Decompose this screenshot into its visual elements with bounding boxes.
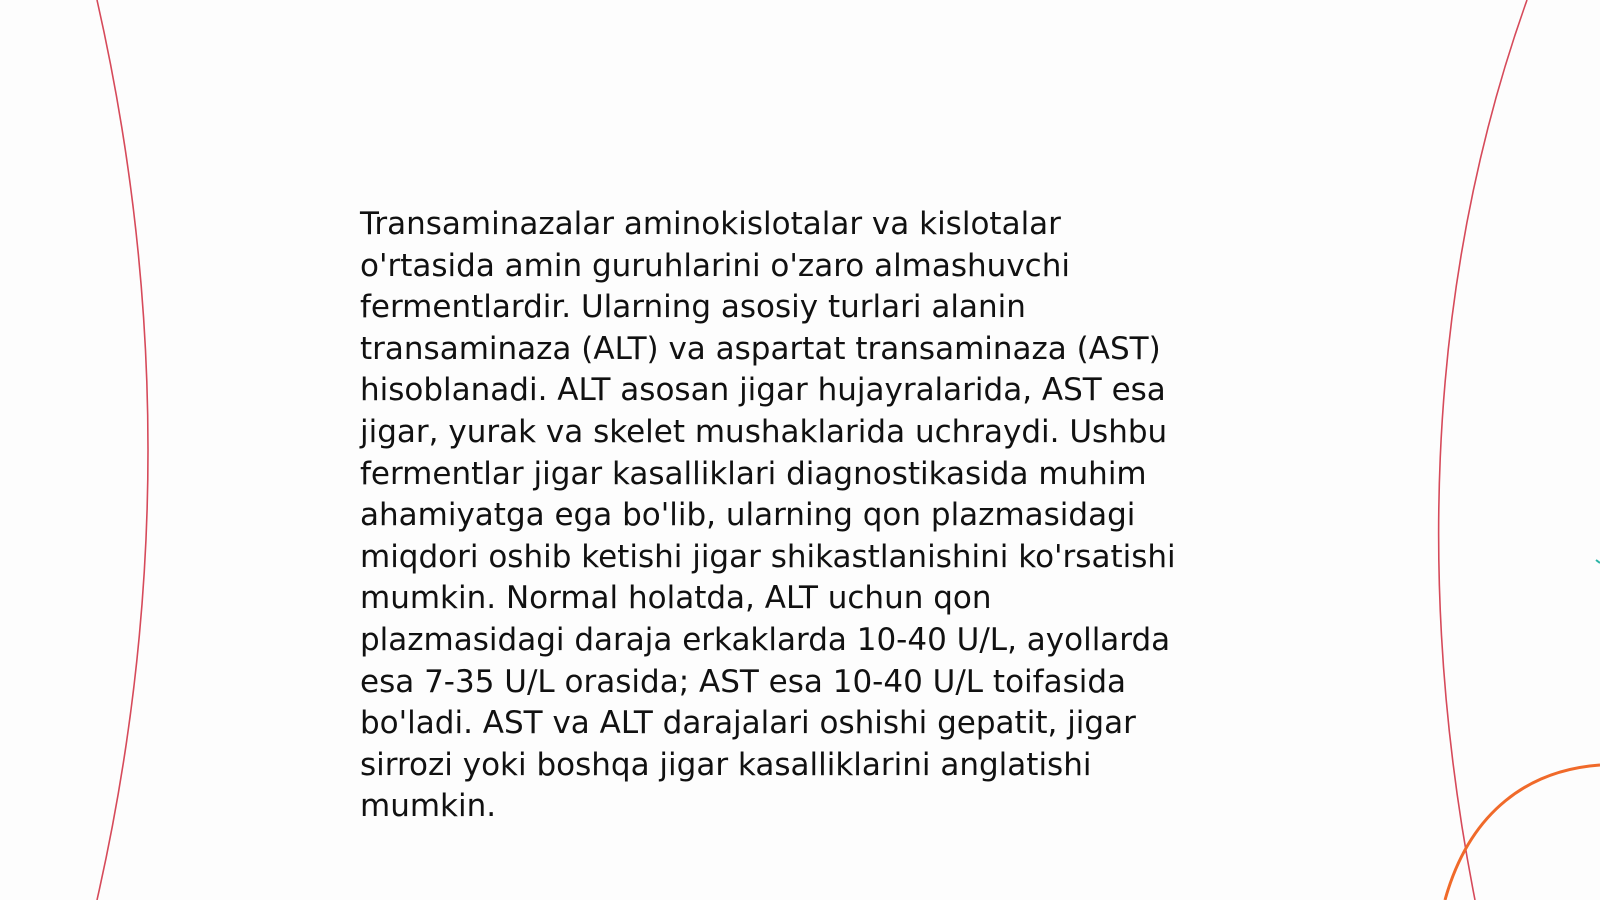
- right-curve: [1439, 0, 1527, 900]
- teal-accent-mark: [1596, 560, 1600, 563]
- paragraph-line: miqdori oshib ketishi jigar shikastlanishini ko'rsatishi: [360, 538, 1176, 575]
- paragraph-line: ahamiyatga ega bo'lib, ularning qon plazmasidagi: [360, 497, 1136, 534]
- paragraph-line: transaminaza (ALT) va aspartat transaminaza (AST): [360, 330, 1161, 367]
- paragraph-line: fermentlardir. Ularning asosiy turlari alanin: [360, 289, 1026, 326]
- paragraph-line: o'rtasida amin guruhlarini o'zaro almashuvchi: [360, 247, 1070, 284]
- paragraph-line: esa 7-35 U/L orasida; AST esa 10-40 U/L toifasida: [360, 663, 1127, 700]
- paragraph-line: hisoblanadi. ALT asosan jigar hujayralarida, AST esa: [360, 372, 1166, 409]
- left-curve: [97, 0, 148, 900]
- accent-arc: [1445, 765, 1600, 900]
- paragraph-line: fermentlar jigar kasalliklari diagnostikasida muhim: [360, 455, 1147, 492]
- body-paragraph: [360, 204, 1230, 828]
- paragraph-line: bo'ladi. AST va ALT darajalari oshishi gepatit, jigar: [360, 705, 1136, 742]
- paragraph-line: Transaminazalar aminokislotalar va kislotalar: [360, 206, 1061, 242]
- paragraph-line: mumkin.: [360, 788, 497, 825]
- paragraph-line: sirrozi yoki boshqa jigar kasalliklarini anglatishi: [360, 746, 1092, 783]
- paragraph-line: mumkin. Normal holatda, ALT uchun qon: [360, 580, 992, 617]
- paragraph-line: jigar, yurak va skelet mushaklarida uchraydi. Ushbu: [360, 413, 1168, 450]
- paragraph-line: plazmasidagi daraja erkaklarda 10-40 U/L, ayollarda: [360, 621, 1171, 658]
